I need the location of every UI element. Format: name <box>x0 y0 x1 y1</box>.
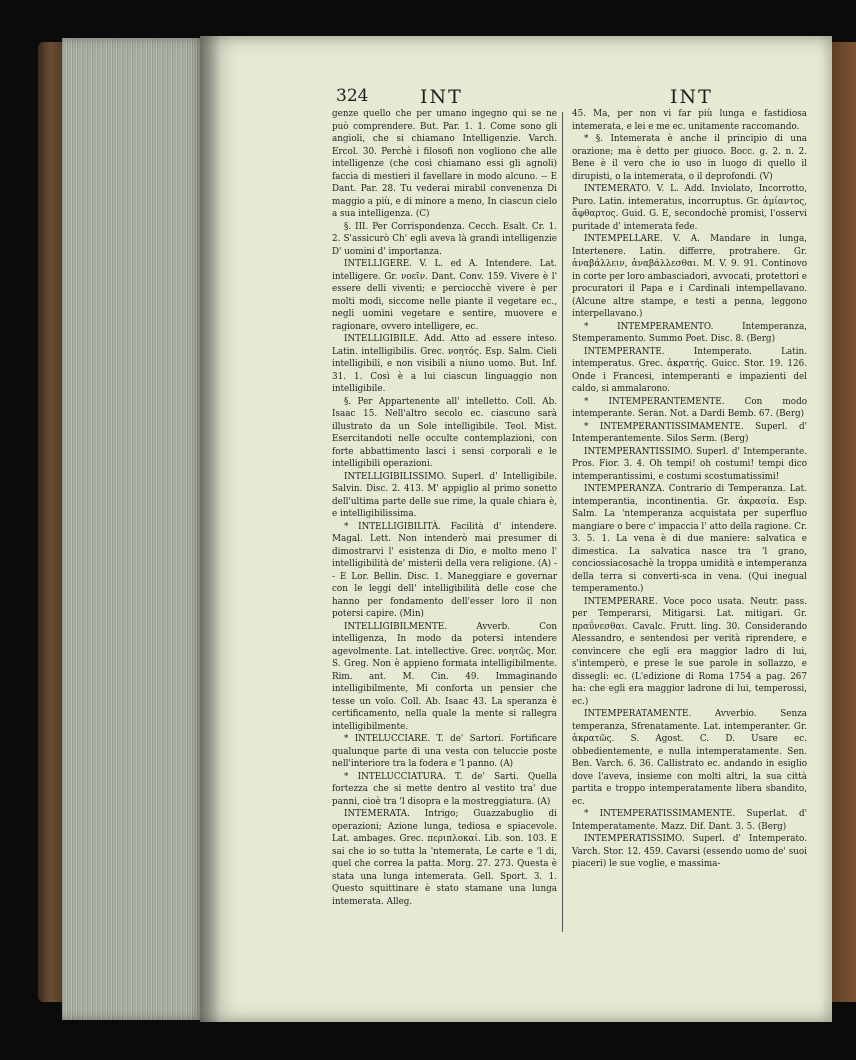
entry-paragraph: INTEMPERANZA. Contrario di Temperanza. Lat. intemperantia, incontinentia. Gr. ἀκρασία. Esp. Salm. La 'ntemperanza acquistata per superfluo mangiare o bere c' impaccia l' atto della ragione. Cr. 3. 5. 1. La vena è di due maniere: salvatica e dimestica. La salvatica nasce tra 'l grano, conciossiacosachè la troppa umidità e intemperanza della terra si converti-sca in vena. (Qui inegual temperamento.) <box>572 484 807 594</box>
entry-paragraph: * §. Intemerata è anche il principio di una orazione; ma è detto per giuoco. Bocc. g. 2. n. 2. Bene è il vero che io uso in luogo di quello il dirupisti, o la intemerata, o il deprofondi. (V) <box>572 134 807 182</box>
entry-paragraph: * INTEMPERANTISSIMAMENTE. Superl. d' Intemperantemente. Silos Serm. (Berg) <box>572 421 807 444</box>
left-column <box>332 108 557 908</box>
entry-paragraph: * INTEMPERANTEMENTE. Con modo intemperante. Seran. Not. a Dardi Bemb. 67. (Berg) <box>572 396 807 419</box>
page-edges <box>62 38 204 1020</box>
entry-paragraph: §. Per Appartenente all' intelletto. Coll. Ab. Isaac 15. Nell'altro secolo ec. ciascuno sarà illustrato da un Sole intelligibile. Teol. Mist. Esercitandoti nelle occulte contemplazioni, con forte abbattimento lasci i sensi corporali e le intelligibili operazioni. <box>332 396 557 469</box>
entry-paragraph: INTEMPERATISSIMO. Superl. d' Intemperato. Varch. Stor. 12. 459. Cavarsi (essendo uomo de' suoi piaceri) le sue voglie, e massima- <box>572 834 807 869</box>
entry-paragraph: INTEMPERANTE. Intemperato. Latin. intemperatus. Grec. ἀκρατής. Guicc. Stor. 19. 126. Onde i Francesi, intemperanti e impazienti del caldo, si ammalarono. <box>572 346 807 394</box>
entry-paragraph: INTEMPERANTISSIMO. Superl. d' Intemperante. Pros. Fior. 3. 4. Oh tempi! oh costumi! tempi dico intemperantissimi, e costumi scostumatissimi! <box>572 446 807 482</box>
entry-paragraph: §. III. Per Corrispondenza. Cecch. Esalt. Cr. 1. 2. S'assicurò Ch' egli aveva là grandi intelligenzie D' uomini d' importanza. <box>332 221 557 257</box>
entry-paragraph: INTELLIGIBILE. Add. Atto ad essere inteso. Latin. intelligibilis. Grec. νοητός. Esp. Salm. Cieli intelligibili, e non visibili a niuno uomo. But. Inf. 31. 1. Così è a lui ciascun linguaggio non intelligibile. <box>332 334 557 394</box>
page-number: 324 <box>336 86 369 106</box>
entry-paragraph: INTELLIGERE. V. L. ed A. Intendere. Lat. intelligere. Gr. νοεῖν. Dant. Conv. 159. Vivere è l' essere delli viventi; e perciocchè vivere è per molti modi, siccome nelle piante il vegetare ec., negli uomini vegetare e sentire, muovere e ragionare, ovvero intelligere, ec. <box>332 259 557 332</box>
entry-paragraph: INTELLIGIBILMENTE. Avverb. Con intelligenza, In modo da potersi intendere agevolmente. Lat. intellective. Grec. νοητῶς. Mor. S. Greg. Non è appieno formata intelligibilmente. Rim. ant. M. Cin. 49. Immaginando intelligibilmente, Mi conforta un pensier che tesse un volo. Coll. Ab. Isaac 43. La speranza è certificamento, nella quale la mente si rallegra intelligibilmente. <box>332 621 557 732</box>
running-head-right: INT <box>670 86 713 108</box>
entry-paragraph: INTELLIGIBILISSIMO. Superl. d' Intelligibile. Salvin. Disc. 2. 413. M' appiglio al primo sonetto dell'ultima parte delle sue rime, la quale chiara è, e intelligibilissima. <box>332 471 557 519</box>
entry-paragraph: * INTEMPERAMENTO. Intemperanza, Stemperamento. Summo Poet. Disc. 8. (Berg) <box>572 321 807 344</box>
entry-paragraph: * INTELUCCIARE. T. de' Sartori. Fortificare qualunque parte di una vesta con teluccie poste nell'interiore tra la fodera e 'l panno. (A) <box>332 734 557 769</box>
entry-paragraph: INTEMPERARE. Voce poco usata. Neutr. pass. per Temperarsi, Mitigarsi. Lat. mitigari. Gr. πραΰνεσθαι. Cavalc. Frutt. ling. 30. Considerando Alessandro, e sentendosi per verità riprendere, e convincere che egli era maggior ladro di lui, s'intemperò, e prese le sue parole in sollazzo, e dissegli: ec. (L'edizione di Roma 1754 a pag. 267 ha: che egli era maggior ladrone di lui, temperossi, ec.) <box>572 596 807 707</box>
entry-paragraph: genze quello che per umano ingegno qui se ne può comprendere. But. Par. 1. 1. Come sono gli angioli, che si chiamano Intelligenzie. Varch. Ercol. 30. Perchè i filosofi non vogliono che alle intelligenze (che così chiamano essi gli agnoli) faccia di mestieri il favellare in modo alcuno. -- E Dant. Par. 28. Tu vederai mirabil convenenza Di maggio a più, e di minore a meno, In ciascun cielo a sua intelligenza. (C) <box>332 109 557 219</box>
entry-paragraph: 45. Ma, per non vi far più lunga e fastidiosa intemerata, e lei e me ec. unitamente raccomando. <box>572 109 807 132</box>
entry-paragraph: INTEMERATO. V. L. Add. Inviolato, Incorrotto, Puro. Latin. intemeratus, incorruptus. Gr. ἀμίαντος, ἄφθαρτος. Guid. G. E, secondochè promisi, l'osservi puritade d' intemerata fede. <box>572 184 807 232</box>
entry-paragraph: * INTEMPERATISSIMAMENTE. Superlat. d' Intemperatamente. Mazz. Dif. Dant. 3. 5. (Berg) <box>572 809 807 832</box>
column-rule <box>562 112 563 932</box>
entry-paragraph: * INTELLIGIBILITÀ. Facilità d' intendere. Magal. Lett. Non intenderò mai presumer di dimostrarvi l' esistenza di Dio, e molto meno l' intelligibilità de' misterii della vera religione. (A) -- E Lor. Bellin. Disc. 1. Maneggiare e governar con le leggi dell' intelligibilità delle cose che hanno per fondamento dell'esser loro il non potersi capire. (Min) <box>332 521 557 619</box>
right-column <box>572 108 807 871</box>
entry-paragraph: INTEMPELLARE. V. A. Mandare in lunga, Intertenere. Latin. differre, protrahere. Gr. ἀναβάλλειν, ἀναβάλλεσθαι. M. V. 9. 91. Continovo in corte per loro ambasciadori, avvocati, protettori e procuratori il Papa e i Cardinali intempellavano. (Alcune altre stampe, e testi a penna, leggono interpellavano.) <box>572 234 807 319</box>
entry-paragraph: * INTELUCCIATURA. T. de' Sarti. Quella fortezza che si mette dentro al vestito tra' due panni, cioè tra 'l disopra e la mostreggiatura. (A) <box>332 771 557 807</box>
entry-paragraph: INTEMERATA. Intrigo; Guazzabuglio di operazioni; Azione lunga, tediosa e spiacevole. Lat. ambages. Grec. περιπλοκαί. Lib. son. 103. E sai che io so tutta la 'ntemerata, Le carte e 'l di, quel che correa la patta. Morg. 27. 273. Questa è stata una lunga intemerata. Gell. Sport. 3. 1. Questo squittinare è stato stamane una lunga intemerata. Alleg. <box>332 809 557 907</box>
spine-gutter <box>200 36 220 1022</box>
entry-paragraph: INTEMPERATAMENTE. Avverbio. Senza temperanza, Sfrenatamente. Lat. intemperanter. Gr. ἀκρατῶς. S. Agost. C. D. Usare ec. obbedientemente, e nulla intemperatamente. Sen. Ben. Varch. 6. 36. Callistrato ec. andando in esiglio dove l'aveva, insieme con molti altri, la sua città partita e troppo intemperatamente libera sbandito, ec. <box>572 709 807 807</box>
running-head-left: INT <box>420 86 463 108</box>
